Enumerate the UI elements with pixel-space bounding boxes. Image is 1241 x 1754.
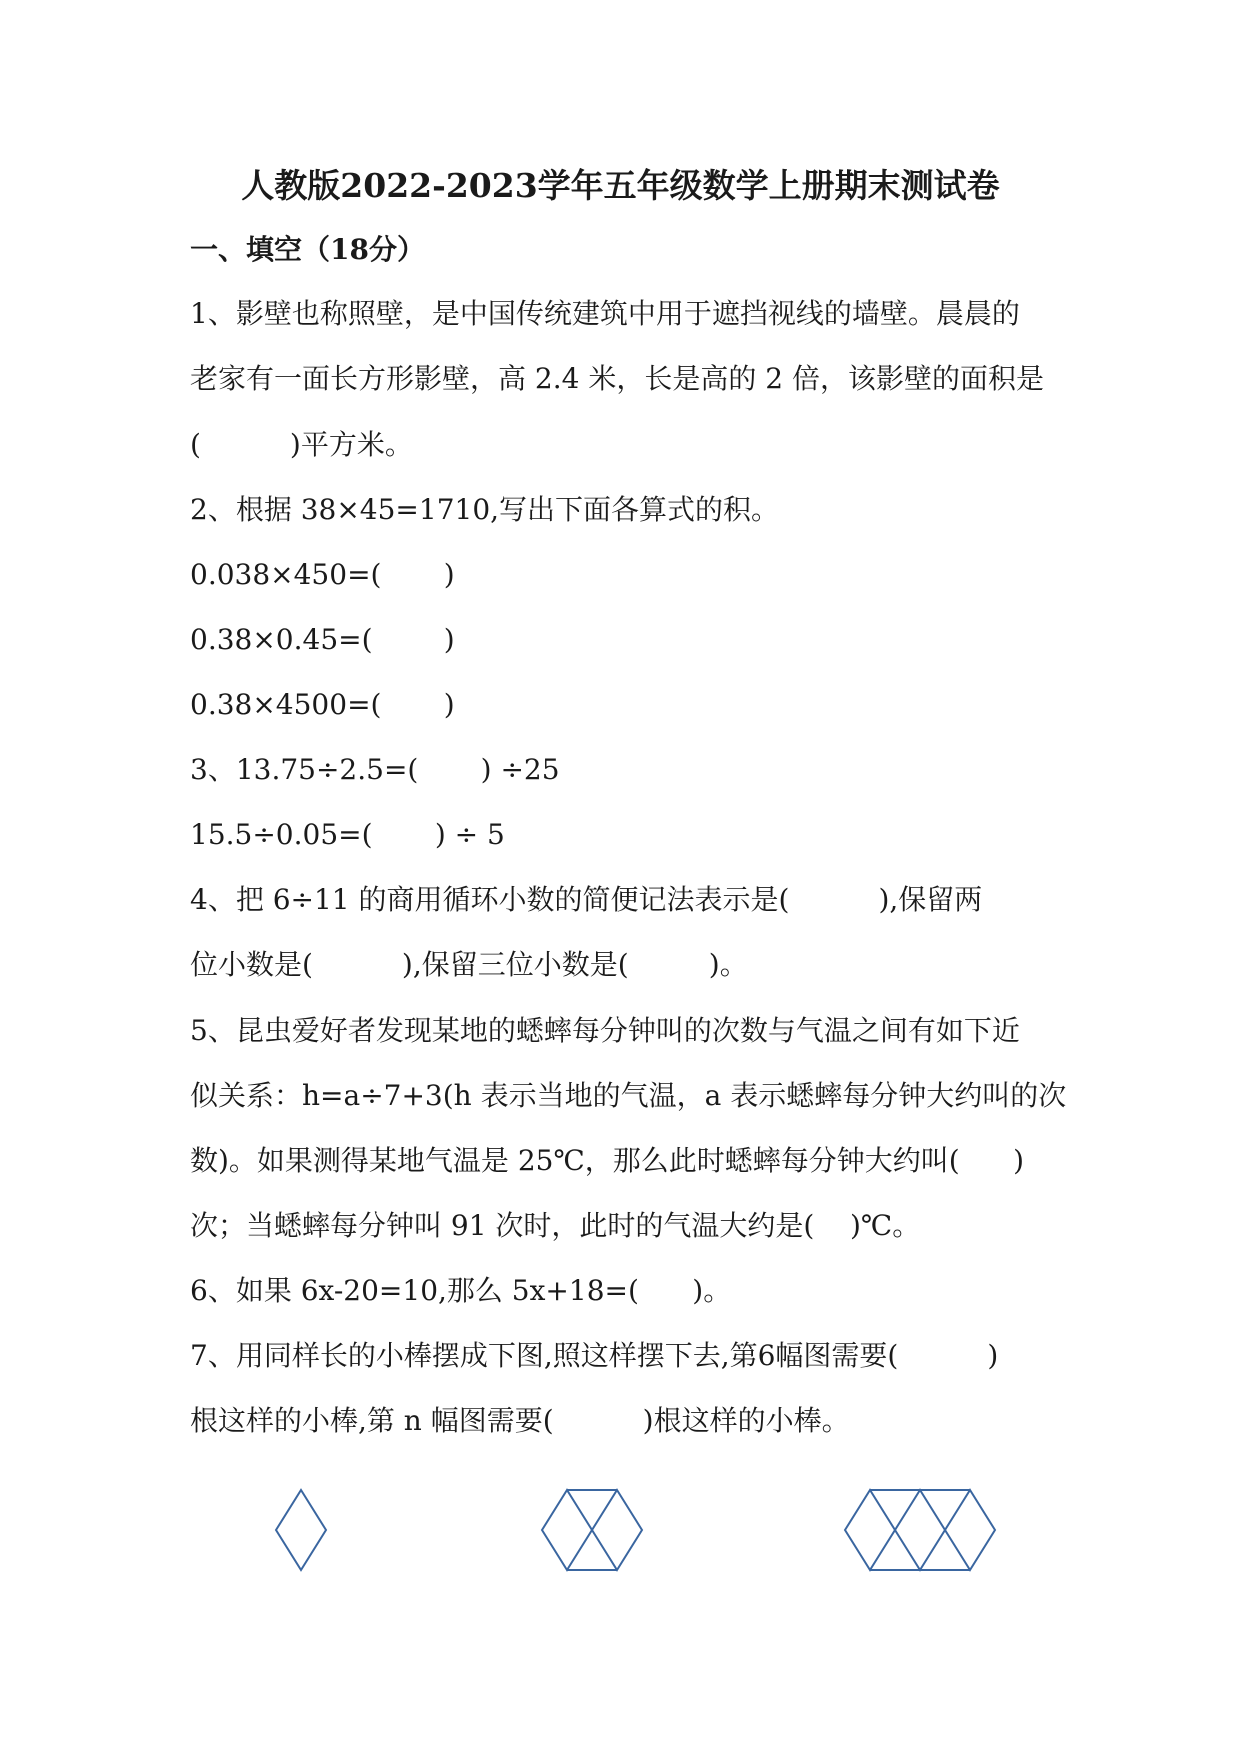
text-line: 0.038×450=( )	[190, 558, 455, 591]
text-line: 6、如果 6x-20=10,那么 5x+18=( )。	[190, 1274, 732, 1307]
text-line: 4、把 6÷11 的商用循环小数的简便记法表示是( ),保留两	[190, 883, 983, 916]
figure-3	[845, 1490, 995, 1570]
text-line: 7、用同样长的小棒摆成下图,照这样摆下去,第6幅图需要( )	[190, 1339, 999, 1372]
rhombus	[592, 1490, 642, 1570]
page-title: 人教版2022-2023学年五年级数学上册期末测试卷	[241, 166, 1000, 205]
text-line: 似关系：h=a÷7+3(h 表示当地的气温，a 表示蟋蟀每分钟大约叫的次	[190, 1079, 1067, 1112]
text-line: 根这样的小棒,第 n 幅图需要( )根这样的小棒。	[190, 1404, 850, 1437]
text-line: 1、影壁也称照壁，是中国传统建筑中用于遮挡视线的墙壁。晨晨的	[190, 297, 1020, 330]
section-heading: 一、填空（18分）	[190, 233, 425, 266]
text-line: 位小数是( ),保留三位小数是( )。	[190, 948, 748, 981]
stick-figures	[0, 1470, 1241, 1600]
rhombus	[895, 1490, 945, 1570]
rhombus	[945, 1490, 995, 1570]
rhombus	[276, 1490, 326, 1570]
text-line: 老家有一面长方形影壁，高 2.4 米，长是高的 2 倍，该影壁的面积是	[190, 362, 1044, 395]
text-line: 2、根据 38×45=1710,写出下面各算式的积。	[190, 493, 780, 526]
text-line: 3、13.75÷2.5=( ) ÷25	[190, 753, 560, 786]
figure-2	[542, 1490, 642, 1570]
text-line: 15.5÷0.05=( ) ÷ 5	[190, 818, 505, 851]
text-line: 0.38×4500=( )	[190, 688, 455, 721]
text-line: ( )平方米。	[190, 428, 413, 461]
text-line: 0.38×0.45=( )	[190, 623, 455, 656]
rhombus	[542, 1490, 592, 1570]
text-line: 数)。如果测得某地气温是 25℃，那么此时蟋蟀每分钟大约叫( )	[190, 1144, 1025, 1177]
text-line: 次；当蟋蟀每分钟叫 91 次时，此时的气温大约是( )℃。	[190, 1209, 921, 1242]
rhombus	[845, 1490, 895, 1570]
text-line: 5、昆虫爱好者发现某地的蟋蟀每分钟叫的次数与气温之间有如下近	[190, 1014, 1020, 1047]
figure-1	[276, 1490, 326, 1570]
